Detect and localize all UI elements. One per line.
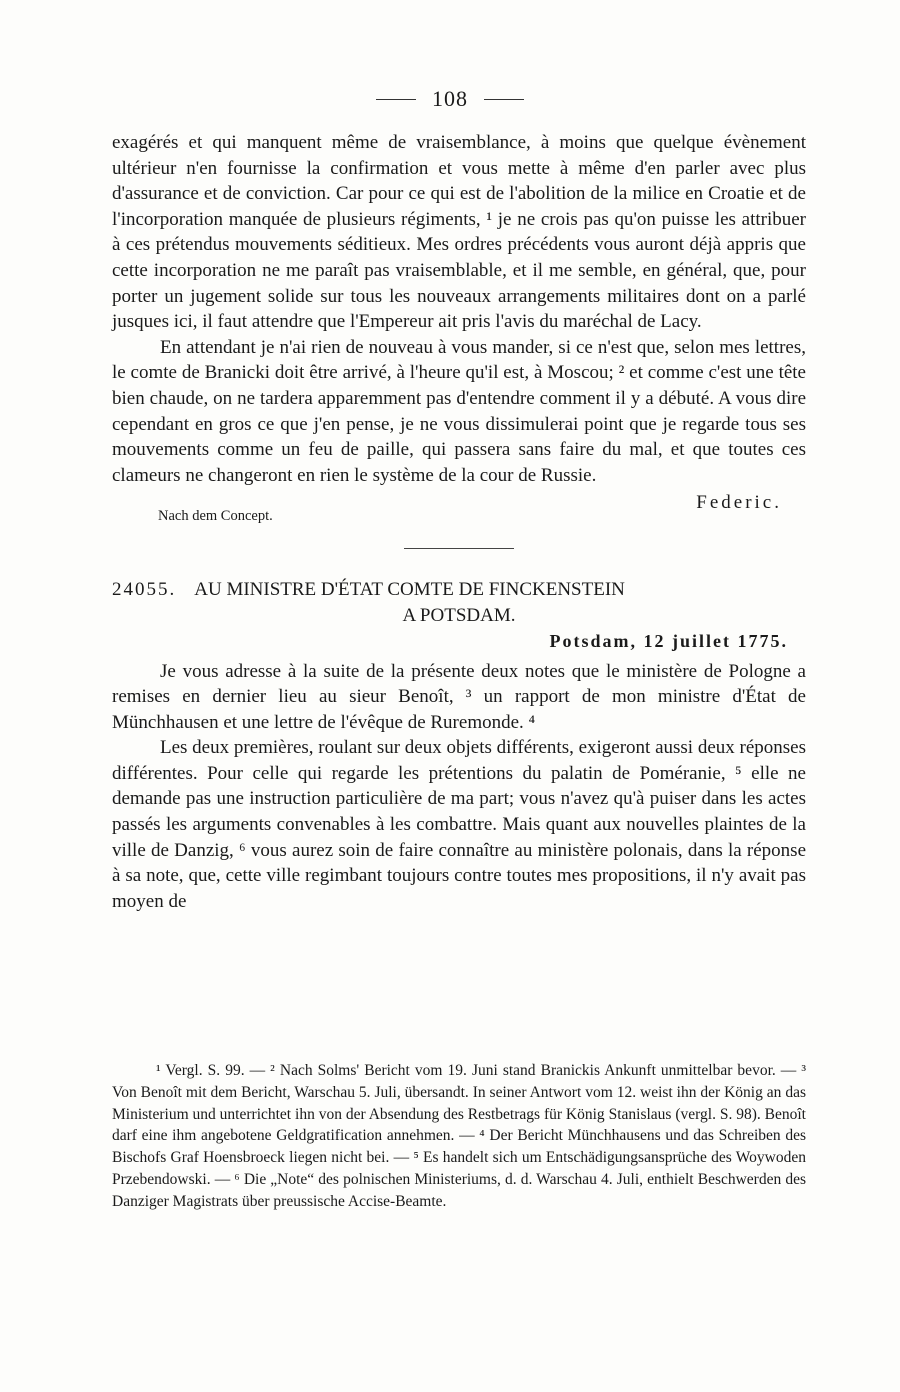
section-divider (404, 548, 514, 549)
document-heading (112, 577, 806, 629)
document-title: AU MINISTRE D'ÉTAT COMTE DE FINCKENSTEIN (194, 578, 625, 600)
header-rule-left (376, 99, 416, 100)
page-header (0, 86, 900, 112)
signature: Federic. (696, 492, 782, 514)
letter-paragraph: Les deux premières, roulant sur deux objets différents, exigeront aussi deux réponses différentes. Pour celle qui regarde les prétentions du palatin de Poméranie, ⁵ elle ne demande pas une instruction particulière de ma part; vous n'avez qu'à puiser dans les actes passés les arguments convenables à les combattre. Mais quant aux nouvelles plaintes de la ville de Danzig, ⁶ vous aurez soin de faire connaître au ministère polonais, dans la réponse à sa note, que, cette ville regimbant toujours contre toutes mes propositions, il n'y avait pas moyen de (112, 737, 806, 912)
footnotes (112, 1060, 806, 1213)
header-rule-right (484, 99, 524, 100)
source-note: Nach dem Concept. (158, 508, 273, 525)
paragraph: En attendant je n'ai rien de nouveau à vous mander, si ce n'est que, selon mes lettres, le comte de Branicki doit être arrivé, à l'heure qu'il est, à Moscou; ² et comme c'est une tête bien chaude, on ne tardera apparemment pas d'entendre comment il y a débuté. A vous dire cependant en gros ce que j'en pense, je ne vous dissimulerai point que je regarde tous ses mouvements comme un feu de paille, qui passera sans faire du mal, et que toutes ces clameurs ne changeront en rien le système de la cour de Russie. (112, 336, 806, 486)
paragraph-continuation: exagérés et qui manquent même de vraisemblance, à moins que quelque évènement ultérieur n'en fournisse la confirmation et vous mette à même d'en parler avec plus d'assurance et de conviction. Car pour ce qui est de l'abolition de la milice en Croatie et de l'incorporation manquée de plusieurs régiments, ¹ je ne crois pas qu'on puisse les attribuer à ces prétendus mouvements séditieux. Mes ordres précédents vous auront déjà appris que cette incorporation ne me paraît pas vraisemblable, et il me semble, en général, que, pour porter un jugement solide sur tous les nouveaux arrangements militaires dont on a parlé jusques ici, il faut attendre que l'Empereur ait pris l'avis du maréchal de Lacy. (112, 132, 806, 333)
footnote-text: ¹ Vergl. S. 99. — ² Nach Solms' Bericht vom 19. Juni stand Branickis Ankunft unmittelbar bevor. — ³ Von Benoît mit dem Bericht, Warschau 5. Juli, übersandt. In seiner Antwort vom 12. weist ihn der König an das Ministerium und unterrichtet ihn von der Absendung des Restbetrags für König Stanislaus (vergl. S. 98). Benoît darf eine ihm angebotene Geldgratification annehmen. — ⁴ Der Bericht Münchhausens und das Schreiben des Bischofs Graf Hoensbroeck liegen nicht bei. — ⁵ Es handelt sich um Entschädigungsansprüche des Woywoden Przebendowski. — ⁶ Die „Note“ des polnischen Ministeriums, d. d. Warschau 4. Juli, enthielt Beschwerden des Danziger Magistrats über preussische Accise-Beamte. (112, 1062, 806, 1210)
closing-row (112, 490, 806, 530)
document-number: 24055. (112, 578, 177, 600)
letter-paragraph: Je vous adresse à la suite de la présente deux notes que le ministère de Pologne a remises en dernier lieu au sieur Benoît, ³ un rapport de mon ministre d'État de Münchhausen et une lettre de l'évêque de Ruremonde. ⁴ (112, 660, 806, 733)
document-title-line2: A POTSDAM. (402, 604, 516, 626)
dateline: Potsdam, 12 juillet 1775. (549, 630, 788, 651)
main-text (112, 130, 806, 914)
page-number: 108 (432, 86, 468, 111)
